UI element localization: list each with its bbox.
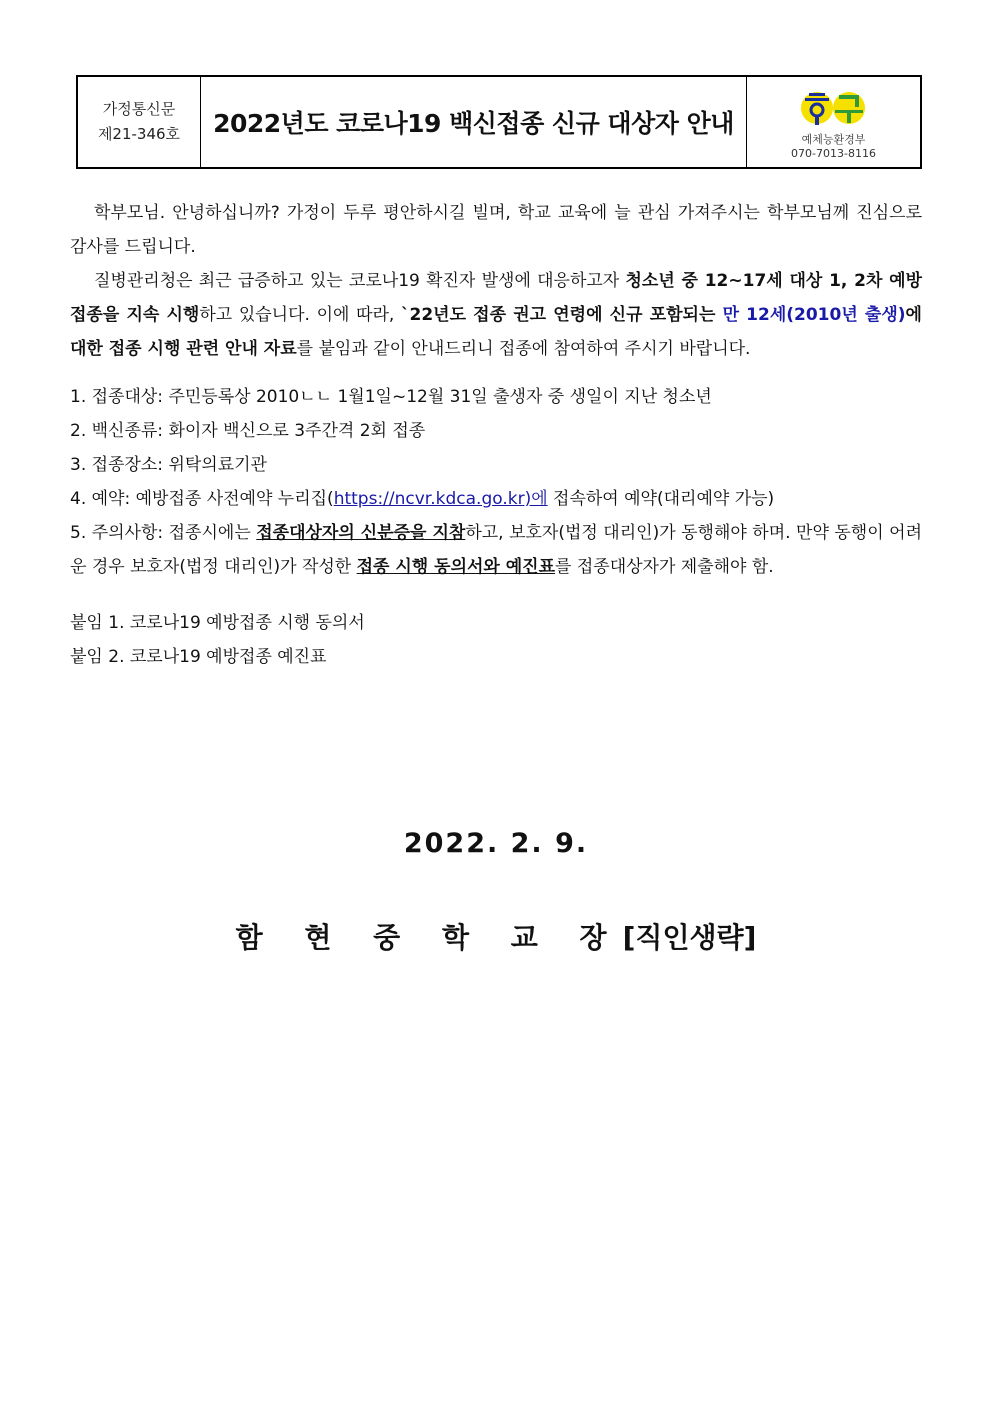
list-item-text: 4. 예약: 예방접종 사전예약 누리집(: [70, 489, 334, 509]
document-title: 2022년도 코로나19 백신접종 신규 대상자 안내: [213, 109, 734, 138]
body-text: [70, 196, 922, 674]
attachments: [70, 606, 922, 674]
list-item-text: 를 접종대상자가 제출해야 함.: [555, 557, 774, 577]
greeting-paragraph: 학부모님. 안녕하십니까? 가정이 두루 평안하시길 빌며, 학교 교육에 늘 관심 가져주시는 학부모님께 진심으로 감사를 드립니다.: [70, 203, 922, 257]
notice-emphasis-3: 에 대한 접종 시행 관련 안내 자료: [70, 305, 922, 359]
list-item: 2. 백신종류: 화이자 백신으로 3주간격 2회 접종: [70, 421, 426, 441]
list-item-text: 5. 주의사항: 접종시에는: [70, 523, 257, 543]
seal-omitted: [직인생략]: [622, 921, 757, 954]
notice-paragraph: [70, 264, 922, 366]
document-date: 2022. 2. 9.: [403, 828, 589, 859]
attachment-item: 붙임 1. 코로나19 예방접종 시행 동의서: [70, 613, 365, 633]
notice-target-age: 만 12세(2010년 출생): [722, 305, 906, 325]
attachment-item: 붙임 2. 코로나19 예방접종 예진표: [70, 647, 327, 667]
notice-text-c: 하고 있습니다. 이에 따라,: [199, 305, 401, 325]
logo-phone: 070-7013-8116: [791, 147, 876, 160]
notice-text-g: 를 붙임과 같이 안내드리니 접종에 참여하여 주시기 바랍니다.: [296, 339, 751, 359]
school-logo-icon: [799, 83, 869, 133]
caution-emphasis-1: 접종대상자의 신분증을 지참: [256, 523, 466, 543]
logo-area: [746, 77, 920, 167]
info-list: [70, 380, 922, 584]
caution-emphasis-2: 접종 시행 동의서와 예진표: [356, 557, 556, 577]
doc-type: 가정통신문: [102, 100, 176, 118]
list-item: [70, 482, 922, 516]
notice-emphasis-2: `22년도 접종 권고 연령에 신규 포함되는: [401, 305, 723, 325]
list-item: 1. 접종대상: 주민등록상 2010ㄴㄴ 1월1일~12월 31일 출생자 중 생일이 지난 청소년: [70, 387, 712, 407]
notice-emphasis-1: 청소년 중 12~17세 대상 1, 2차 예방접종을 지속 시행: [70, 271, 922, 325]
list-item-text: 하고, 보호자(법정 대리인)가 동행해야 하며. 만약 동행이 어려운 경우 보호자(법정 대리인)가 작성한: [70, 523, 922, 577]
logo-org: 예체능환경부: [801, 133, 866, 146]
doc-number: 제21-346호: [97, 125, 181, 143]
list-item: [70, 516, 922, 584]
list-item: 3. 접종장소: 위탁의료기관: [70, 455, 267, 475]
header-box: [76, 75, 922, 169]
reservation-link[interactable]: https://ncvr.kdca.go.kr)에: [333, 489, 548, 509]
doc-info: [78, 77, 201, 167]
list-item-text: 접속하여 예약(대리예약 가능): [547, 489, 775, 509]
notice-text-a: 질병관리청은 최근 급증하고 있는 코로나19 확진자 발생에 대응하고자: [94, 271, 626, 291]
signer-name: 함 현 중 학 교 장: [235, 921, 623, 954]
signer: [0, 916, 992, 956]
